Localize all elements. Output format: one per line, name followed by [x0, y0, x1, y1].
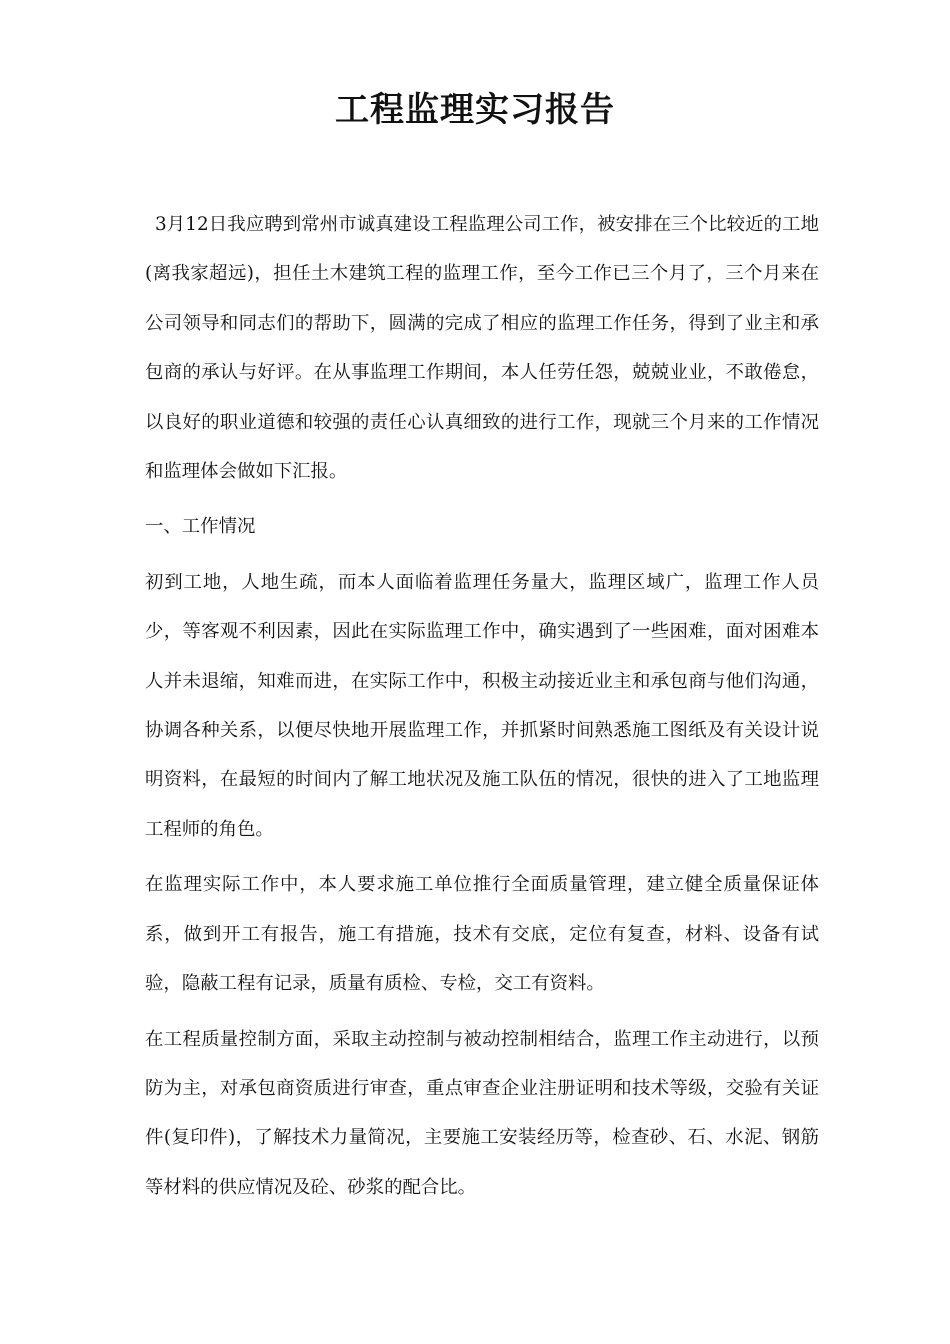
document-body	[145, 200, 819, 1218]
intro-paragraph: 3月12日我应聘到常州市诚真建设工程监理公司工作，被安排在三个比较近的工地(离我家超远)，担任土木建筑工程的监理工作，至今工作已三个月了，三个月来在公司领导和同志们的帮助下，圆满的完成了相应的监理工作任务，得到了业主和承包商的承认与好评。在从事监理工作期间，本人任劳任怨，兢兢业业，不敢倦怠，以良好的职业道德和较强的责任心认真细致的进行工作，现就三个月来的工作情况和监理体会做如下汇报。	[145, 214, 819, 483]
paragraph-arrival: 初到工地，人地生疏，而本人面临着监理任务量大，监理区域广，监理工作人员少，等客观不利因素，因此在实际监理工作中，确实遇到了一些困难，面对困难本人并未退缩，知难而进，在实际工作中，积极主动接近业主和承包商与他们沟通，协调各种关系，以便尽快地开展监理工作，并抓紧时间熟悉施工图纸及有关设计说明资料，在最短的时间内了解工地状况及施工队伍的情况，很快的进入了工地监理工程师的角色。	[145, 571, 819, 840]
paragraph-quality-management: 在监理实际工作中，本人要求施工单位推行全面质量管理，建立健全质量保证体系，做到开工有报告，施工有措施，技术有交底，定位有复查，材料、设备有试验，隐蔽工程有记录，质量有质检、专检，交工有资料。	[145, 874, 819, 995]
document-title: 工程监理实习报告	[335, 90, 615, 130]
paragraph-quality-control: 在工程质量控制方面，采取主动控制与被动控制相结合，监理工作主动进行，以预防为主，对承包商资质进行审查，重点审查企业注册证明和技术等级，交验有关证件(复印件)，了解技术力量简况，主要施工安装经历等，检查砂、石、水泥、钢筋等材料的供应情况及砼、砂浆的配合比。	[145, 1028, 819, 1198]
section-heading-work-situation: 一、工作情况	[145, 516, 256, 538]
